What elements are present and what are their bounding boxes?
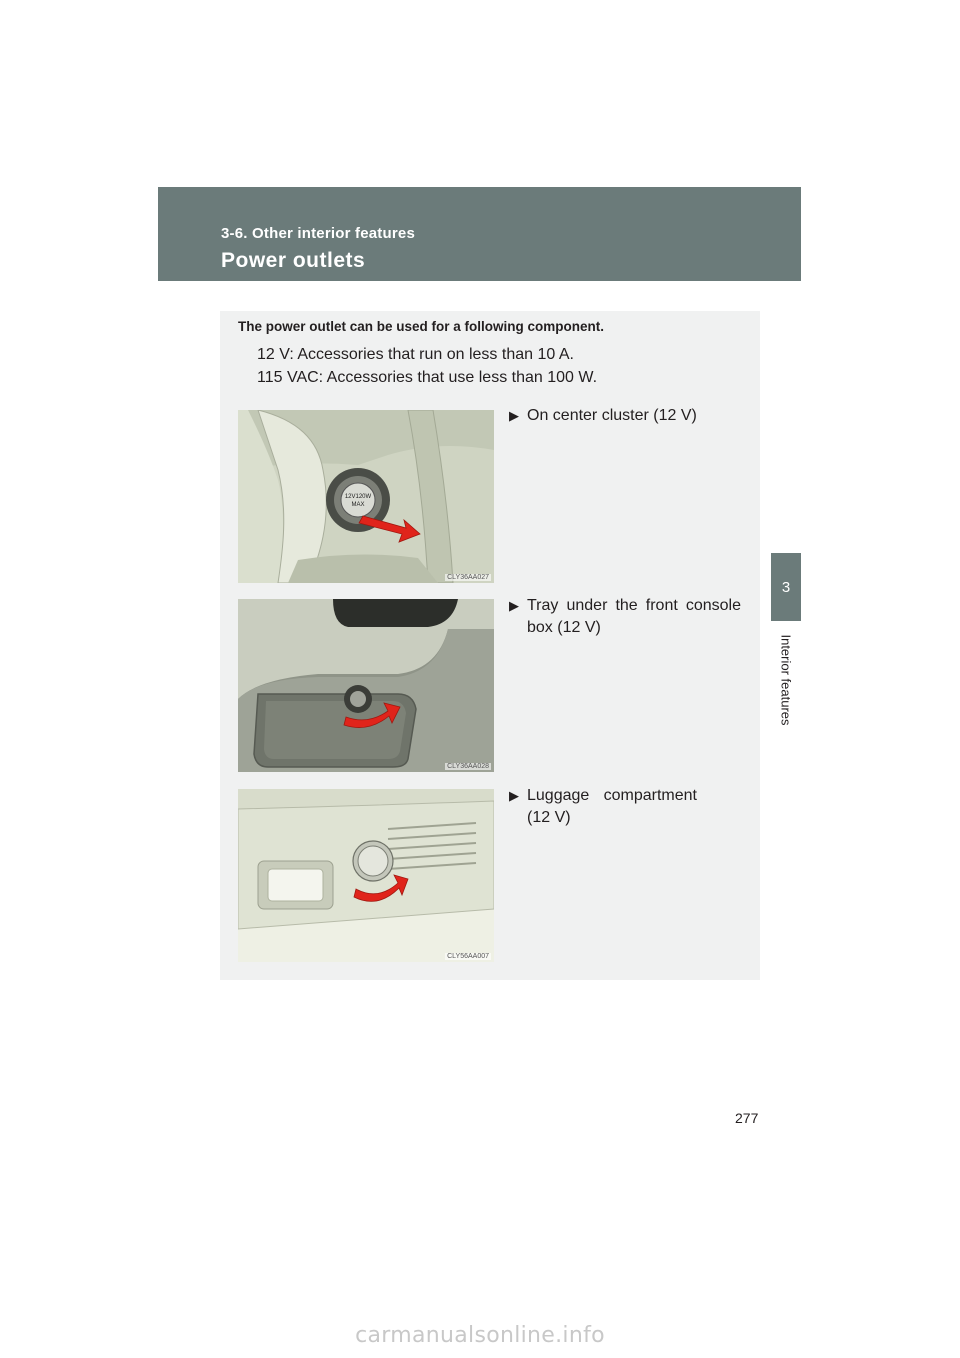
bullet-triangle-icon: ▶ — [509, 788, 519, 803]
spec-115vac: 115 VAC: Accessories that use less than 100 W. — [257, 369, 598, 386]
chapter-tab[interactable] — [771, 553, 801, 621]
figure-center-cluster — [238, 410, 494, 583]
figure-code: CLY36AA027 — [447, 574, 489, 581]
figure-console-tray — [238, 599, 494, 772]
chapter-label: Interior features — [778, 634, 794, 726]
section-header — [158, 187, 801, 281]
figure-code: CLY36AA028 — [447, 763, 489, 770]
figure-luggage-compartment — [238, 789, 494, 962]
chapter-number: 3 — [781, 578, 791, 596]
outlet-cap-label: 12V120W — [344, 494, 372, 500]
footer-watermark: carmanualsonline.info — [355, 1323, 605, 1348]
intro-text: The power outlet can be used for a following component. — [238, 319, 605, 334]
console-tray-illustration — [238, 599, 494, 772]
figure-code: CLY56AA007 — [447, 953, 489, 960]
bullet-triangle-icon: ▶ — [509, 408, 519, 423]
page-title: Power outlets — [221, 249, 366, 272]
content-box — [220, 311, 760, 980]
caption-console-tray: ▶ Tray under the front console box (12 V) — [509, 597, 741, 636]
center-cluster-illustration — [238, 410, 494, 583]
outlet-cap-max-label: MAX — [351, 502, 365, 508]
section-label: 3-6. Other interior features — [221, 225, 415, 242]
caption-center-cluster: ▶ On center cluster (12 V) — [509, 405, 741, 427]
bullet-triangle-icon: ▶ — [509, 598, 519, 613]
spec-12v: 12 V: Accessories that run on less than 10 A. — [257, 346, 574, 363]
luggage-compartment-illustration — [238, 789, 494, 962]
caption-luggage-compartment: ▶ Luggage compartment (12 V) — [509, 787, 697, 826]
page-number: 277 — [735, 1110, 759, 1126]
